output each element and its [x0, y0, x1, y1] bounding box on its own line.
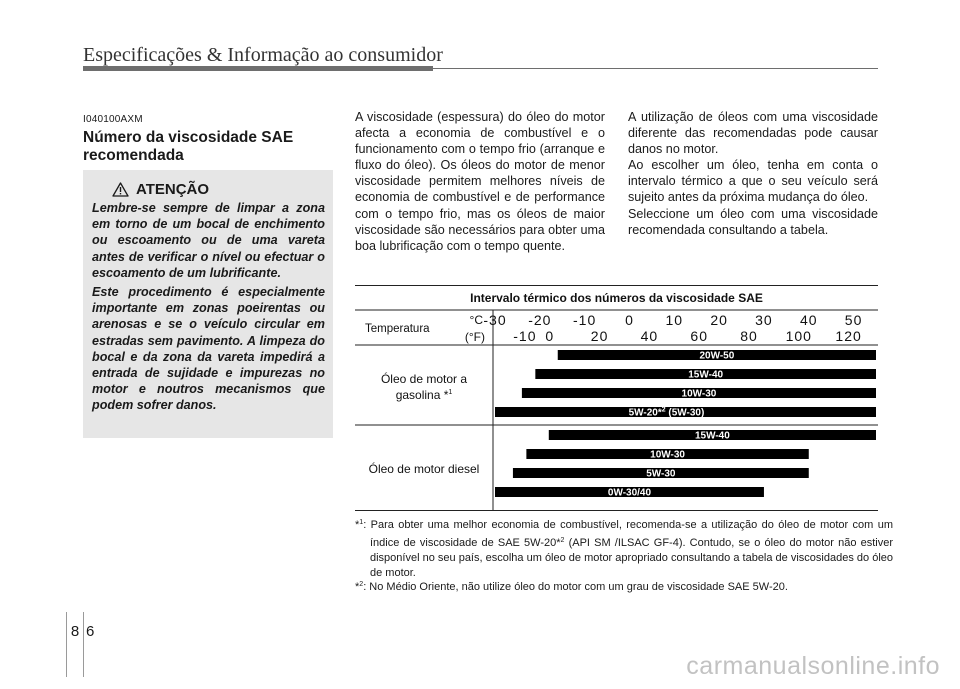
header-bar	[83, 66, 433, 71]
oil-group-label: Óleo de motor diesel	[368, 462, 480, 476]
oil-selection-paragraph-2: Ao escolher um óleo, tenha em conta o intervalo térmico a que o seu veículo será sujeito antes da próxima mudança do óleo.	[628, 158, 878, 205]
oil-selection-text	[628, 109, 878, 238]
footnote-1	[355, 515, 893, 581]
celsius-tick: 0	[625, 312, 634, 328]
footnote-1-text-a: : Para obter uma melhor economia de combustível, recomenda-se a utilização do óleo de motor com um índice de viscosidade de SAE 5W-20*	[363, 519, 893, 549]
chart-title: Intervalo térmico dos números da viscosidade SAE	[470, 291, 763, 305]
footnote-2	[355, 577, 893, 595]
fahrenheit-tick: 20	[590, 328, 609, 344]
warning-title: ATENÇÃO	[136, 180, 210, 198]
chapter-number: 8	[70, 623, 80, 640]
section-code: I040100AXM	[83, 114, 143, 125]
footnote-1-text-b: (API SM /ILSAC GF-4). Contudo, se o óleo do motor não estiver disponível no seu país, escolha um óleo de motor apropriado consultando a tabela de viscosidades do óleo de motor.	[370, 537, 893, 579]
page-divider-right	[83, 612, 84, 677]
warning-paragraph-1: Lembre-se sempre de limpar a zona em torno de um bocal de enchimento ou escoamento ou de uma vareta antes de verificar o nível ou efectuar o escoamento de um lubrificante.	[92, 201, 325, 280]
fahrenheit-tick: 40	[640, 328, 659, 344]
warning-box	[83, 170, 333, 438]
footnote-1-sup: 1	[359, 519, 364, 526]
temperature-label: Temperatura	[365, 323, 430, 335]
oil-bar-label-main: 5W-20*	[628, 407, 662, 419]
watermark: carmanualsonline.info	[686, 652, 940, 680]
fahrenheit-tick: 60	[690, 328, 708, 344]
celsius-tick: -10	[573, 312, 597, 328]
page-number: 6	[86, 623, 95, 640]
viscosity-chart-svg	[355, 285, 878, 511]
oil-group-label-text: gasolina *	[395, 388, 449, 402]
fahrenheit-tick: -10	[513, 328, 537, 344]
footnote-2-sup: 2	[359, 581, 364, 588]
celsius-tick: 50	[844, 312, 863, 328]
footnote-1-mark: *	[355, 519, 360, 531]
fahrenheit-tick: 100	[785, 328, 812, 344]
section-title: Número da viscosidade SAE recomendada	[83, 129, 294, 164]
oil-group-label: Óleo de motor a	[380, 372, 468, 386]
oil-bar-label-sup: 2	[661, 406, 666, 414]
oil-selection-paragraph-3: Seleccione um óleo com uma viscosidade recomendada consultando a tabela.	[628, 206, 878, 237]
viscosity-chart	[355, 285, 878, 511]
celsius-tick: 40	[799, 312, 818, 328]
celsius-tick: -30	[483, 312, 507, 328]
warning-header	[112, 178, 325, 200]
oil-group-label-line2	[396, 388, 453, 402]
oil-bar-label: 5W-30	[646, 468, 676, 480]
oil-bar-label-rest: (5W-30)	[665, 407, 705, 419]
header-rule	[433, 68, 878, 69]
celsius-unit: °C	[469, 313, 483, 327]
oil-bar-label: 0W-30/40	[607, 487, 652, 499]
oil-selection-paragraph-1: A utilização de óleos com uma viscosidade diferente das recomendadas pode causar danos no motor.	[628, 110, 878, 157]
oil-bar-label: 15W-40	[688, 369, 724, 381]
celsius-tick: 10	[665, 312, 684, 328]
footnote-2-mark: *	[355, 581, 360, 593]
celsius-tick: -20	[528, 312, 552, 328]
fahrenheit-tick: 80	[740, 328, 758, 344]
oil-group-label-sup: 1	[448, 389, 453, 396]
oil-bar-label: 20W-50	[699, 350, 735, 362]
footnote-1-sup2: 2	[560, 537, 565, 544]
oil-bar-label: 10W-30	[681, 388, 717, 400]
footnote-2-text: : No Médio Oriente, não utilize óleo do motor com um grau de viscosidade SAE 5W-20.	[363, 581, 788, 593]
oil-bar-label: 15W-40	[694, 430, 730, 442]
page-header-title: Especificações & Informação ao consumidor	[83, 44, 443, 66]
oil-bar-label	[629, 407, 705, 419]
viscosity-explanation: A viscosidade (espessura) do óleo do motor afecta a economia de combustível e o funcionamento com o tempo frio (arranque e fluxo do óleo). Os óleos do motor de menor viscosidade permitem melhores níveis de economia de combustível e de performance com o tempo frio, mas os óleos de maior viscosidade são necessários para obter uma boa lubrificação com o tempo quente.	[355, 110, 605, 253]
warning-paragraph-2: Este procedimento é especialmente importante em zonas poeirentas ou arenosas e se o veículo circular em estradas sem pavimento. A limpeza do bocal e da zona da vareta impedirá a entrada de sujidade e impurezas no motor e noutros mecanismos que podem sofrer danos.	[92, 285, 325, 413]
page-divider-left	[66, 612, 67, 677]
warning-triangle-icon	[112, 182, 129, 197]
oil-bar-label: 10W-30	[650, 449, 685, 461]
celsius-tick: 30	[755, 312, 773, 328]
celsius-tick: 20	[710, 312, 728, 328]
fahrenheit-unit: (°F)	[464, 330, 485, 344]
fahrenheit-tick: 120	[835, 328, 862, 344]
fahrenheit-tick: 0	[545, 328, 555, 344]
